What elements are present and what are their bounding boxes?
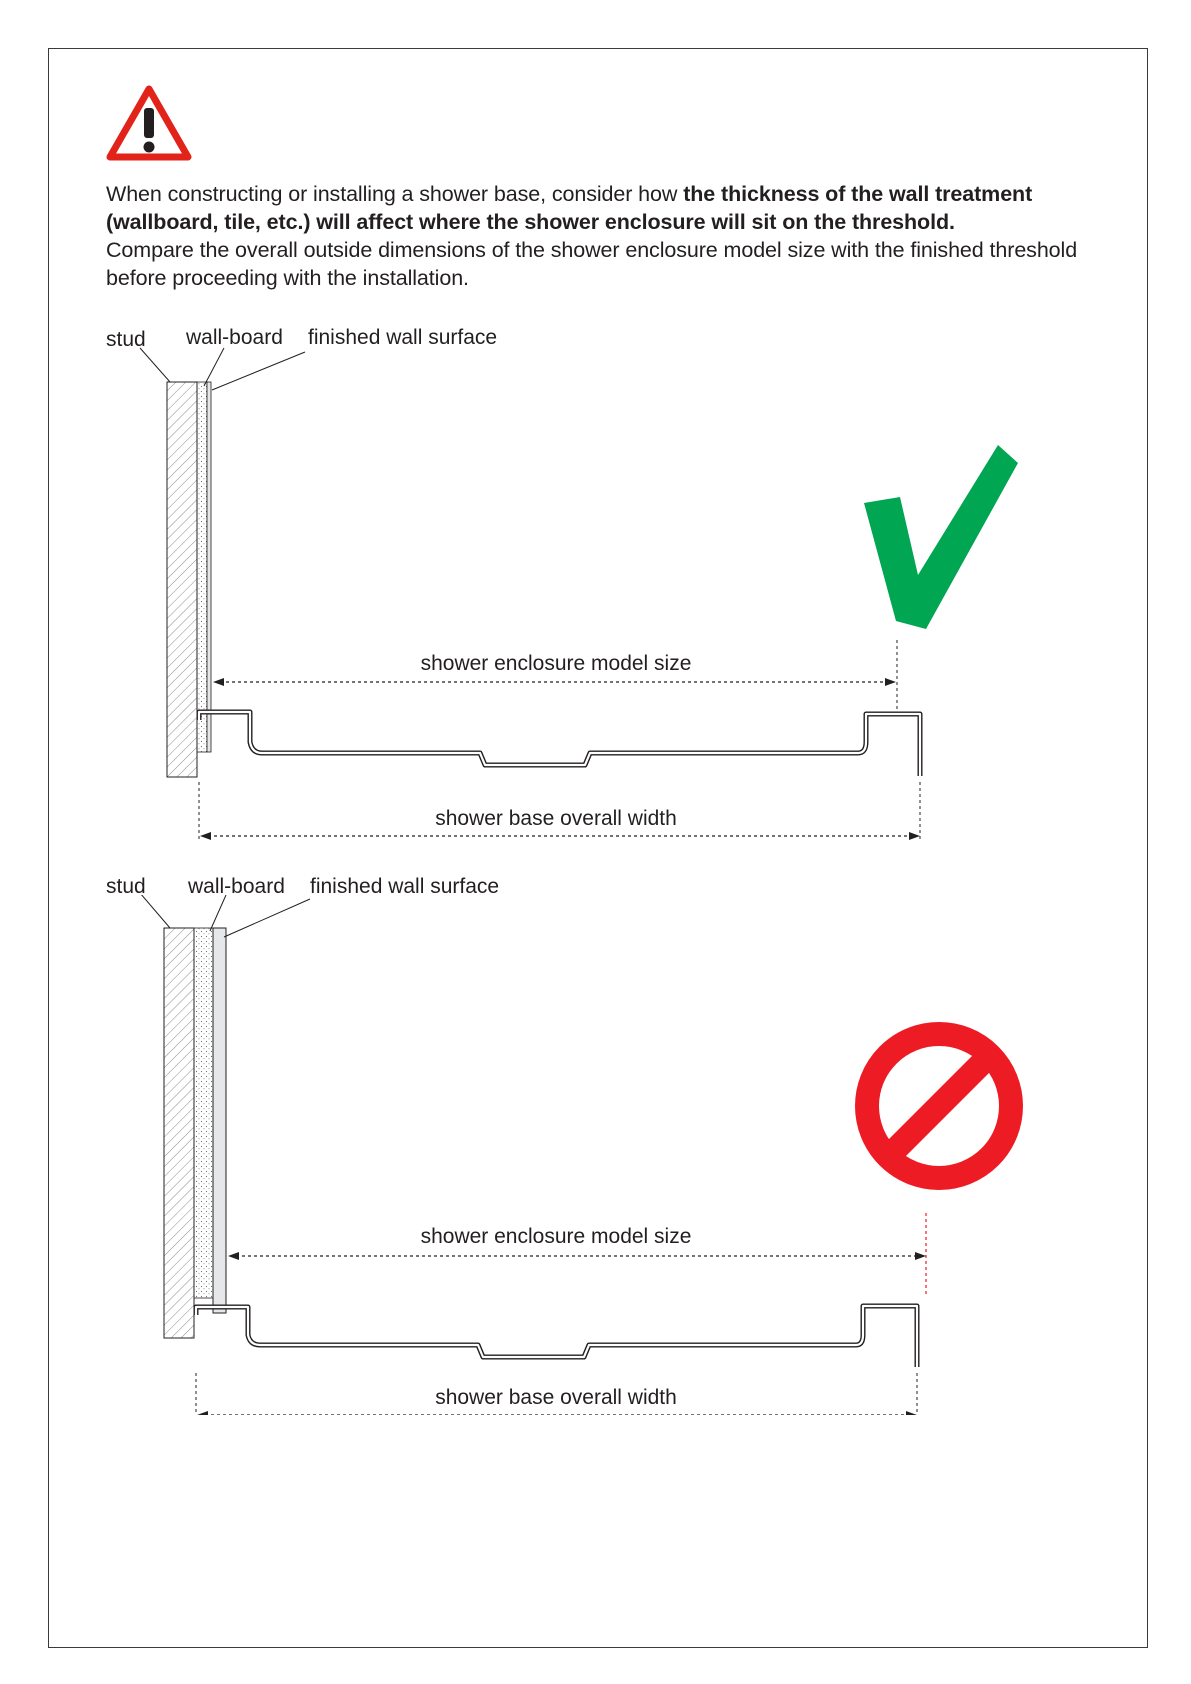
warning-text <box>106 180 1106 292</box>
label-stud: stud <box>106 875 146 898</box>
label-finished-wall-surface: finished wall surface <box>308 326 498 349</box>
warning-text-plain: When constructing or installing a shower base, consider how <box>106 182 684 206</box>
enclosure-size-label: shower enclosure model size <box>420 652 692 675</box>
red-prohibited-icon <box>853 1020 1025 1192</box>
label-stud: stud <box>106 328 146 351</box>
diagram-incorrect <box>0 875 1191 1415</box>
finished-wall-surface <box>207 382 211 752</box>
warning-triangle-icon <box>106 84 192 162</box>
wall-board <box>197 382 207 752</box>
diagram-correct <box>0 320 1191 840</box>
base-width-label: shower base overall width <box>435 807 677 830</box>
stud <box>167 382 197 777</box>
label-finished-wall-surface: finished wall surface <box>310 875 500 898</box>
label-wall-board: wall-board <box>186 326 283 349</box>
warning-text-compare: Compare the overall outside dimensions of the shower enclosure model size with the finished threshold before proceeding with the installation. <box>106 238 1078 290</box>
warning-text-bold: the thickness of the wall treatment (wallboard, tile, etc.) will affect where the shower enclosure will sit on the threshold. <box>106 182 1033 234</box>
finished-wall-surface <box>213 928 226 1313</box>
label-wall-board: wall-board <box>188 875 285 898</box>
stud <box>164 928 194 1338</box>
base-width-label: shower base overall width <box>435 1386 677 1409</box>
enclosure-size-label: shower enclosure model size <box>420 1225 692 1248</box>
green-check-icon <box>860 445 1018 630</box>
shower-base-profile <box>199 712 920 776</box>
wall-board <box>194 928 213 1298</box>
